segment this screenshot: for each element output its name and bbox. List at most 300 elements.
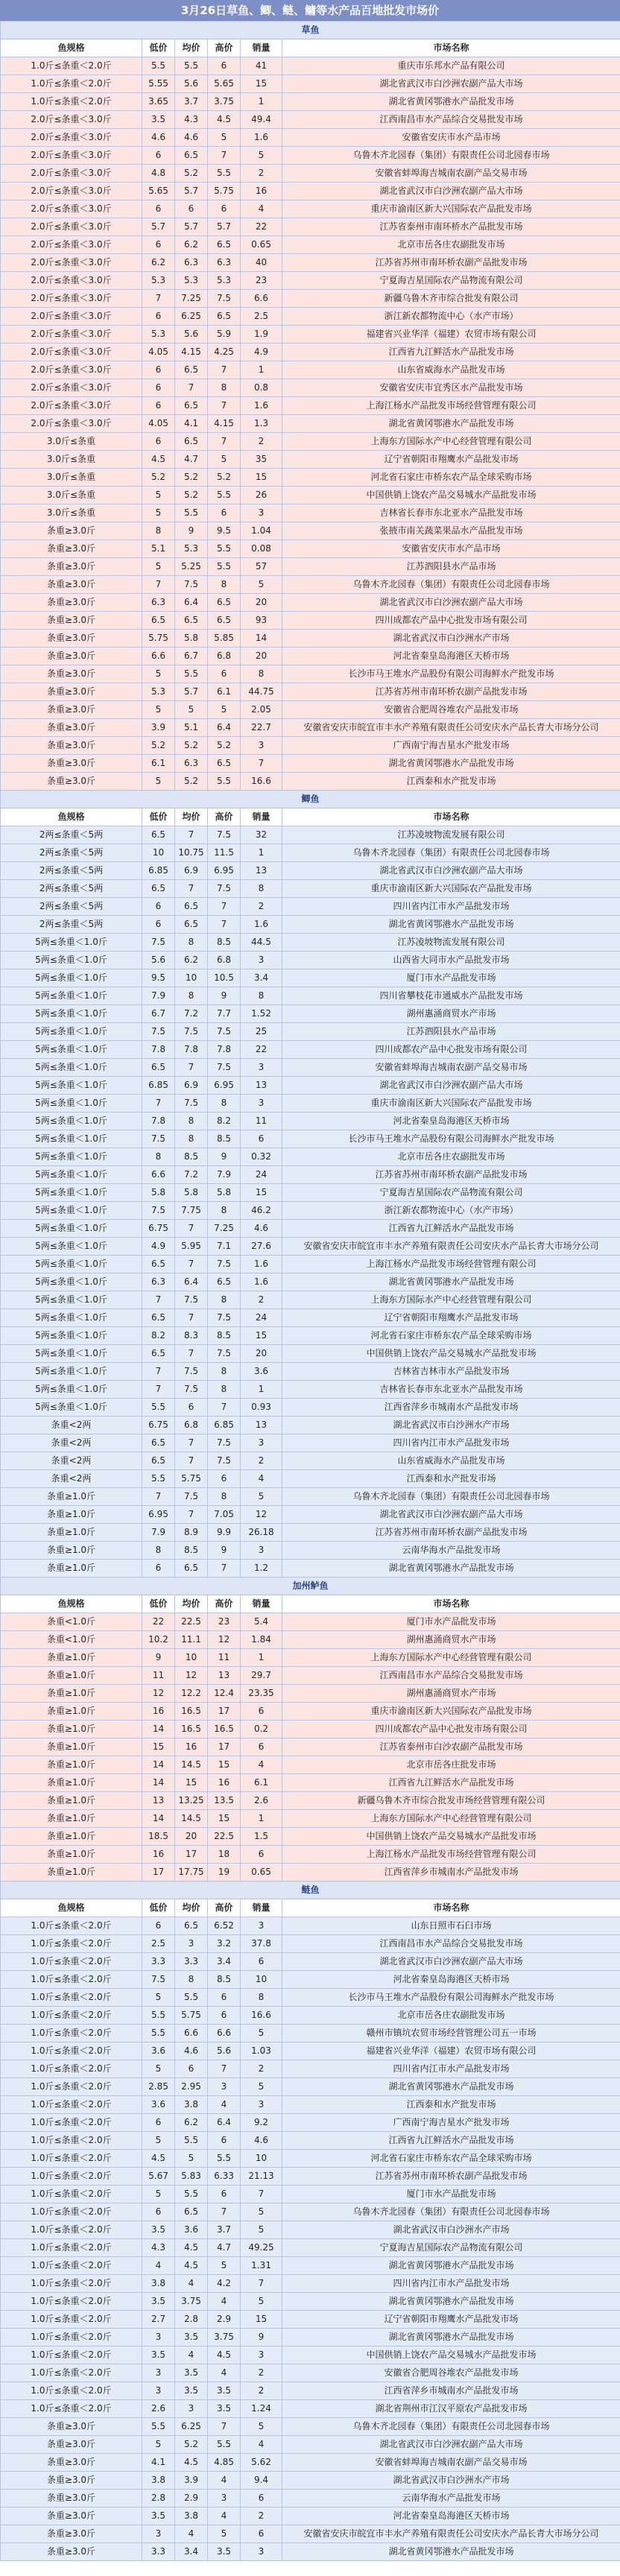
table-row	[1, 2329, 620, 2346]
avg-price-cell: 3.8	[175, 2507, 208, 2525]
volume-cell: 1.9	[241, 326, 282, 344]
volume-cell: 1.04	[241, 522, 282, 540]
avg-price-cell: 5.2	[175, 2436, 208, 2454]
market-name-cell: 湖北省黄冈鄂港水产品批发市场	[282, 755, 620, 773]
avg-price-cell: 7.5	[175, 1488, 208, 1506]
column-header: 均价	[175, 1595, 208, 1613]
table-row	[1, 594, 620, 612]
high-price-cell: 5.5	[208, 558, 241, 576]
volume-cell: 1.84	[241, 1631, 282, 1649]
low-price-cell: 5.3	[142, 683, 175, 701]
spec-cell: 5两≤条重＜1.0斤	[1, 1184, 142, 1202]
market-name-cell: 安徽省蚌埠海吉城南农副产品交易市场	[282, 1059, 620, 1077]
table-row	[1, 1291, 620, 1309]
avg-price-cell: 7	[175, 379, 208, 397]
table-row	[1, 1166, 620, 1184]
market-name-cell: 湖州惠涌商贸水产市场	[282, 1005, 620, 1023]
avg-price-cell: 11.1	[175, 1631, 208, 1649]
avg-price-cell: 17.75	[175, 1864, 208, 1882]
column-header: 鱼规格	[1, 1899, 142, 1917]
avg-price-cell: 6.5	[175, 397, 208, 415]
high-price-cell: 7	[208, 916, 241, 934]
market-name-cell: 辽宁省朝阳市翔鹰水产品批发市场	[282, 2311, 620, 2329]
high-price-cell: 18	[208, 1846, 241, 1864]
high-price-cell: 6.85	[208, 1417, 241, 1434]
volume-cell: 2	[241, 2060, 282, 2078]
avg-price-cell: 7.2	[175, 1005, 208, 1023]
spec-cell: 条重≥1.0斤	[1, 1524, 142, 1542]
table-row	[1, 1828, 620, 1846]
table-row	[1, 540, 620, 558]
volume-cell: 1.31	[241, 2257, 282, 2275]
avg-price-cell: 5.2	[175, 737, 208, 755]
spec-cell: 条重≥1.0斤	[1, 1649, 142, 1667]
avg-price-cell: 6.5	[175, 2203, 208, 2221]
low-price-cell: 2.5	[142, 1935, 175, 1953]
volume-cell: 26	[241, 487, 282, 504]
volume-cell: 1.6	[241, 1256, 282, 1273]
high-price-cell: 8.5	[208, 1327, 241, 1345]
high-price-cell: 6.5	[208, 755, 241, 773]
spec-cell: 3.0斤≤条重	[1, 469, 142, 487]
volume-cell: 3	[241, 2096, 282, 2114]
low-price-cell: 4	[142, 2257, 175, 2275]
spec-cell: 条重≥1.0斤	[1, 1506, 142, 1524]
volume-cell: 0.93	[241, 1399, 282, 1417]
spec-cell: 2.0斤≤条重＜3.0斤	[1, 129, 142, 147]
market-name-cell: 江西泰和水产批发市场	[282, 1470, 620, 1488]
market-name-cell: 四川省内江市水产品批发市场	[282, 898, 620, 916]
high-price-cell: 7	[208, 433, 241, 451]
low-price-cell: 3.3	[142, 2543, 175, 2561]
spec-cell: 1.0斤≤条重＜2.0斤	[1, 2132, 142, 2150]
avg-price-cell: 5.83	[175, 2168, 208, 2186]
market-name-cell: 江西省萍乡市城南水产品批发市场	[282, 1399, 620, 1417]
table-row	[1, 1005, 620, 1023]
high-price-cell: 6.4	[208, 719, 241, 737]
table-row	[1, 2293, 620, 2311]
high-price-cell: 19	[208, 1864, 241, 1882]
avg-price-cell: 5.75	[175, 2007, 208, 2025]
low-price-cell: 7.5	[142, 1023, 175, 1041]
table-row	[1, 2454, 620, 2472]
avg-price-cell: 5.7	[175, 683, 208, 701]
volume-cell: 4	[241, 1756, 282, 1774]
market-name-cell: 江苏凌坡物流发展有限公司	[282, 934, 620, 952]
section-title: 鲫鱼	[1, 791, 620, 808]
table-row	[1, 880, 620, 898]
high-price-cell: 7.5	[208, 1256, 241, 1273]
high-price-cell: 10.5	[208, 969, 241, 987]
low-price-cell: 6	[142, 2114, 175, 2132]
high-price-cell: 15	[208, 1810, 241, 1828]
low-price-cell: 6	[142, 1917, 175, 1935]
avg-price-cell: 8	[175, 934, 208, 952]
table-row	[1, 1148, 620, 1166]
price-table-body	[1, 22, 620, 2561]
market-name-cell: 安徽省蚌埠海吉城南农副产品交易市场	[282, 165, 620, 183]
high-price-cell: 3.7	[208, 2221, 241, 2239]
high-price-cell: 6	[208, 1989, 241, 2007]
high-price-cell: 7	[208, 2203, 241, 2221]
volume-cell: 1.03	[241, 2042, 282, 2060]
market-name-cell: 广西南宁海吉星水产批发市场	[282, 737, 620, 755]
market-name-cell: 中国供销上饶农产品交易城水产品批发市场	[282, 1345, 620, 1363]
volume-cell: 5	[241, 2203, 282, 2221]
spec-cell: 1.0斤≤条重＜2.0斤	[1, 57, 142, 75]
low-price-cell: 7	[142, 1363, 175, 1381]
low-price-cell: 3.3	[142, 1953, 175, 1971]
high-price-cell: 8	[208, 1291, 241, 1309]
spec-cell: 2两≤条重＜5两	[1, 844, 142, 862]
spec-cell: 2.0斤≤条重＜3.0斤	[1, 183, 142, 200]
avg-price-cell: 5.1	[175, 719, 208, 737]
high-price-cell: 22.5	[208, 1828, 241, 1846]
avg-price-cell: 8	[175, 987, 208, 1005]
market-name-cell: 江西省萍乡市城南水产品批发市场	[282, 2382, 620, 2400]
table-row	[1, 1774, 620, 1792]
volume-cell: 14	[241, 630, 282, 648]
spec-cell: 条重≥3.0斤	[1, 737, 142, 755]
table-row	[1, 147, 620, 165]
table-row	[1, 111, 620, 129]
low-price-cell: 4.05	[142, 344, 175, 361]
low-price-cell: 6	[142, 361, 175, 379]
market-name-cell: 湖北省黄冈鄂港水产品批发市场	[282, 2329, 620, 2346]
volume-cell: 4.9	[241, 344, 282, 361]
avg-price-cell: 6.3	[175, 755, 208, 773]
spec-cell: 1.0斤≤条重＜2.0斤	[1, 2042, 142, 2060]
spec-cell: 5两≤条重＜1.0斤	[1, 1166, 142, 1184]
volume-cell: 9	[241, 2329, 282, 2346]
spec-cell: 5两≤条重＜1.0斤	[1, 1273, 142, 1291]
spec-cell: 2两≤条重＜5两	[1, 898, 142, 916]
spec-cell: 5两≤条重＜1.0斤	[1, 1327, 142, 1345]
spec-cell: 5两≤条重＜1.0斤	[1, 1113, 142, 1130]
low-price-cell: 5.2	[142, 737, 175, 755]
market-name-cell: 安徽省安庆市皖宜市丰水产养殖有限责任公司安庆水产品长青大市场分公司	[282, 1238, 620, 1256]
avg-price-cell: 6	[175, 1399, 208, 1417]
low-price-cell: 6	[142, 397, 175, 415]
spec-cell: 条重≥3.0斤	[1, 2543, 142, 2561]
volume-cell: 5.4	[241, 1613, 282, 1631]
high-price-cell: 4.25	[208, 344, 241, 361]
spec-cell: 2.0斤≤条重＜3.0斤	[1, 415, 142, 433]
market-name-cell: 山东日照市石臼市场	[282, 1917, 620, 1935]
table-row	[1, 2150, 620, 2168]
high-price-cell: 5	[208, 129, 241, 147]
low-price-cell: 3.5	[142, 2346, 175, 2364]
table-row	[1, 1184, 620, 1202]
table-row	[1, 326, 620, 344]
market-name-cell: 湖北省武汉市白沙洲水产市场	[282, 1417, 620, 1434]
market-name-cell: 宁夏海吉星国际农产品物流有限公司	[282, 1184, 620, 1202]
low-price-cell: 8	[142, 1148, 175, 1166]
volume-cell: 2	[241, 2382, 282, 2400]
column-header: 销量	[241, 808, 282, 826]
market-name-cell: 湖北省武汉市白沙洲农副产品大市场	[282, 75, 620, 93]
volume-cell: 3	[241, 1434, 282, 1452]
avg-price-cell: 4	[175, 2346, 208, 2364]
volume-cell: 1	[241, 361, 282, 379]
low-price-cell: 10	[142, 844, 175, 862]
volume-cell: 44.5	[241, 934, 282, 952]
high-price-cell: 7.5	[208, 1434, 241, 1452]
table-row	[1, 290, 620, 308]
market-name-cell: 湖北省黄冈鄂港水产品批发市场	[282, 415, 620, 433]
low-price-cell: 6.5	[142, 1256, 175, 1273]
low-price-cell: 5.7	[142, 218, 175, 236]
high-price-cell: 5.5	[208, 2436, 241, 2454]
market-name-cell: 宁夏海吉星国际农产品物流有限公司	[282, 2239, 620, 2257]
avg-price-cell: 7	[175, 1434, 208, 1452]
market-name-cell: 辽宁省朝阳市翔鹰水产品批发市场	[282, 451, 620, 469]
column-header: 市场名称	[282, 1899, 620, 1917]
avg-price-cell: 8	[175, 1130, 208, 1148]
avg-price-cell: 6.25	[175, 2418, 208, 2436]
volume-cell: 22.7	[241, 719, 282, 737]
volume-cell: 1	[241, 1649, 282, 1667]
table-row	[1, 1560, 620, 1577]
spec-cell: 条重≥3.0斤	[1, 719, 142, 737]
spec-cell: 1.0斤≤条重＜2.0斤	[1, 1989, 142, 2007]
avg-price-cell: 10.75	[175, 844, 208, 862]
high-price-cell: 7	[208, 2418, 241, 2436]
section-title: 加州鲈鱼	[1, 1577, 620, 1595]
market-name-cell: 浙江新农都物流中心（水产市场）	[282, 308, 620, 326]
high-price-cell: 7.5	[208, 1452, 241, 1470]
spec-cell: 5两≤条重＜1.0斤	[1, 1005, 142, 1023]
table-row	[1, 1273, 620, 1291]
high-price-cell: 7	[208, 361, 241, 379]
low-price-cell: 4.6	[142, 129, 175, 147]
volume-cell: 12	[241, 1506, 282, 1524]
low-price-cell: 6	[142, 433, 175, 451]
high-price-cell: 5.9	[208, 326, 241, 344]
volume-cell: 20	[241, 594, 282, 612]
avg-price-cell: 7	[175, 1309, 208, 1327]
volume-cell: 13	[241, 1077, 282, 1095]
table-row	[1, 2257, 620, 2275]
market-name-cell: 江苏省苏州市南环桥农副产品批发市场	[282, 1166, 620, 1184]
volume-cell: 0.65	[241, 236, 282, 254]
avg-price-cell: 3.9	[175, 2472, 208, 2490]
market-name-cell: 江苏省苏州市南环桥农副产品批发市场	[282, 2168, 620, 2186]
low-price-cell: 6.6	[142, 648, 175, 665]
avg-price-cell: 6.5	[175, 1560, 208, 1577]
low-price-cell: 6.5	[142, 612, 175, 630]
volume-cell: 15	[241, 75, 282, 93]
column-header: 高价	[208, 1899, 241, 1917]
high-price-cell: 8	[208, 1488, 241, 1506]
market-name-cell: 安徽省蚌埠海吉城南农副产品交易市场	[282, 2454, 620, 2472]
avg-price-cell: 12.2	[175, 1685, 208, 1703]
volume-cell: 57	[241, 558, 282, 576]
high-price-cell: 15	[208, 1756, 241, 1774]
market-name-cell: 安徽省合肥周谷堆农产品批发市场	[282, 2364, 620, 2382]
spec-cell: 1.0斤≤条重＜2.0斤	[1, 2150, 142, 2168]
high-price-cell: 8	[208, 576, 241, 594]
high-price-cell: 6.6	[208, 2025, 241, 2042]
avg-price-cell: 4	[175, 2525, 208, 2543]
market-name-cell: 湖北省武汉市白沙洲农副产品大市场	[282, 1077, 620, 1095]
market-name-cell: 乌鲁木齐北园春（集团）有限责任公司北园春市场	[282, 2203, 620, 2221]
avg-price-cell: 5.5	[175, 57, 208, 75]
high-price-cell: 5	[208, 2525, 241, 2543]
table-row	[1, 1989, 620, 2007]
high-price-cell: 16	[208, 1774, 241, 1792]
spec-cell: 条重≥3.0斤	[1, 2525, 142, 2543]
low-price-cell: 7.8	[142, 1113, 175, 1130]
high-price-cell: 16.5	[208, 1721, 241, 1738]
high-price-cell: 2.9	[208, 2311, 241, 2329]
avg-price-cell: 9	[175, 522, 208, 540]
market-name-cell: 乌鲁木齐北园春（集团）有限责任公司北园春市场	[282, 1488, 620, 1506]
table-row	[1, 1613, 620, 1631]
volume-cell: 27.6	[241, 1238, 282, 1256]
spec-cell: 2.0斤≤条重＜3.0斤	[1, 361, 142, 379]
avg-price-cell: 5.8	[175, 1184, 208, 1202]
high-price-cell: 6.5	[208, 236, 241, 254]
volume-cell: 1	[241, 1810, 282, 1828]
high-price-cell: 6	[208, 1470, 241, 1488]
spec-cell: 条重≥3.0斤	[1, 576, 142, 594]
market-name-cell: 江西省九江鲜活水产品批发市场	[282, 344, 620, 361]
table-row	[1, 2543, 620, 2561]
market-name-cell: 江苏省泰州市南环桥水产品批发市场	[282, 218, 620, 236]
column-header: 低价	[142, 39, 175, 57]
low-price-cell: 5.1	[142, 540, 175, 558]
volume-cell: 2.6	[241, 1792, 282, 1810]
volume-cell: 1.5	[241, 1828, 282, 1846]
table-row	[1, 1488, 620, 1506]
market-name-cell: 江苏凌坡物流发展有限公司	[282, 826, 620, 844]
volume-cell: 25	[241, 1023, 282, 1041]
low-price-cell: 6.5	[142, 880, 175, 898]
table-row	[1, 1363, 620, 1381]
low-price-cell: 5.8	[142, 1184, 175, 1202]
avg-price-cell: 8	[175, 1113, 208, 1130]
spec-cell: 5两≤条重＜1.0斤	[1, 1130, 142, 1148]
spec-cell: 5两≤条重＜1.0斤	[1, 1077, 142, 1095]
high-price-cell: 8	[208, 1381, 241, 1399]
avg-price-cell: 5	[175, 2150, 208, 2168]
high-price-cell: 12	[208, 1631, 241, 1649]
market-name-cell: 安徽省安庆市皖宜市丰水产养殖有限责任公司安庆水产品长青大市场分公司	[282, 719, 620, 737]
market-name-cell: 河北省石家庄市桥东农产品全球采购市场	[282, 1327, 620, 1345]
table-row	[1, 1417, 620, 1434]
high-price-cell: 5.6	[208, 2042, 241, 2060]
market-name-cell: 湖北省武汉市白沙洲农副产品大市场	[282, 862, 620, 880]
spec-cell: 5两≤条重＜1.0斤	[1, 952, 142, 969]
market-name-cell: 新疆乌鲁木齐市综合批发市场经营管理有限公司	[282, 1792, 620, 1810]
low-price-cell: 6	[142, 147, 175, 165]
section-title-row	[1, 791, 620, 808]
avg-price-cell: 6.5	[175, 147, 208, 165]
market-name-cell: 重庆市乐邦水产品有限公司	[282, 57, 620, 75]
section-title-row	[1, 1882, 620, 1899]
low-price-cell: 7	[142, 1381, 175, 1399]
volume-cell: 3	[241, 952, 282, 969]
volume-cell: 2	[241, 433, 282, 451]
column-header: 低价	[142, 1595, 175, 1613]
market-name-cell: 江西省九江鲜活水产品批发市场	[282, 1774, 620, 1792]
volume-cell: 8	[241, 880, 282, 898]
avg-price-cell: 5.2	[175, 487, 208, 504]
market-name-cell: 张掖市南关蔬菜果品水产品批发市场	[282, 522, 620, 540]
table-row	[1, 2346, 620, 2364]
market-name-cell: 重庆市渝南区新大兴国际农产品批发市场	[282, 880, 620, 898]
volume-cell: 0.65	[241, 1864, 282, 1882]
avg-price-cell: 8	[175, 1971, 208, 1989]
column-header: 销量	[241, 39, 282, 57]
spec-cell: 5两≤条重＜1.0斤	[1, 1095, 142, 1113]
spec-cell: 1.0斤≤条重＜2.0斤	[1, 2060, 142, 2078]
high-price-cell: 6.95	[208, 1077, 241, 1095]
spec-cell: 1.0斤≤条重＜2.0斤	[1, 2257, 142, 2275]
table-row	[1, 2364, 620, 2382]
market-name-cell: 安徽省安庆市水产品市场	[282, 129, 620, 147]
high-price-cell: 7.9	[208, 1166, 241, 1184]
low-price-cell: 5	[142, 487, 175, 504]
low-price-cell: 3	[142, 2329, 175, 2346]
low-price-cell: 7	[142, 1488, 175, 1506]
avg-price-cell: 4.6	[175, 129, 208, 147]
table-row	[1, 612, 620, 630]
avg-price-cell: 6.7	[175, 648, 208, 665]
low-price-cell: 5	[142, 2060, 175, 2078]
low-price-cell: 5.3	[142, 272, 175, 290]
high-price-cell: 4	[208, 2364, 241, 2382]
spec-cell: 条重<2两	[1, 1470, 142, 1488]
spec-cell: 5两≤条重＜1.0斤	[1, 934, 142, 952]
column-header: 低价	[142, 1899, 175, 1917]
avg-price-cell: 6	[175, 200, 208, 218]
spec-cell: 2.0斤≤条重＜3.0斤	[1, 290, 142, 308]
low-price-cell: 3.9	[142, 719, 175, 737]
market-name-cell: 山东省威海水产品批发市场	[282, 1452, 620, 1470]
column-header: 销量	[241, 1899, 282, 1917]
volume-cell: 6	[241, 2525, 282, 2543]
volume-cell: 46.2	[241, 1202, 282, 1220]
table-row	[1, 1738, 620, 1756]
high-price-cell: 7.25	[208, 1220, 241, 1238]
volume-cell: 49.4	[241, 111, 282, 129]
table-row	[1, 1721, 620, 1738]
table-row	[1, 1327, 620, 1345]
spec-cell: 5两≤条重＜1.0斤	[1, 1291, 142, 1309]
low-price-cell: 7.5	[142, 1130, 175, 1148]
spec-cell: 条重≥3.0斤	[1, 773, 142, 791]
low-price-cell: 6.5	[142, 1345, 175, 1363]
spec-cell: 条重≥1.0斤	[1, 1864, 142, 1882]
low-price-cell: 5.55	[142, 75, 175, 93]
high-price-cell: 7.5	[208, 1059, 241, 1077]
volume-cell: 10	[241, 2150, 282, 2168]
low-price-cell: 7	[142, 1291, 175, 1309]
low-price-cell: 4.5	[142, 2150, 175, 2168]
table-row	[1, 1524, 620, 1542]
market-name-cell: 安徽省合肥周谷堆农产品批发市场	[282, 701, 620, 719]
spec-cell: 1.0斤≤条重＜2.0斤	[1, 2311, 142, 2329]
market-name-cell: 湖北省武汉市白沙洲农副产品大市场	[282, 594, 620, 612]
market-name-cell: 四川省内江市水产品批发市场	[282, 2060, 620, 2078]
table-row	[1, 2400, 620, 2418]
high-price-cell: 7.5	[208, 826, 241, 844]
avg-price-cell: 3.5	[175, 2382, 208, 2400]
market-name-cell: 河北省石家庄市桥东农产品全球采购市场	[282, 469, 620, 487]
market-name-cell: 四川省内江市水产品批发市场	[282, 2275, 620, 2293]
